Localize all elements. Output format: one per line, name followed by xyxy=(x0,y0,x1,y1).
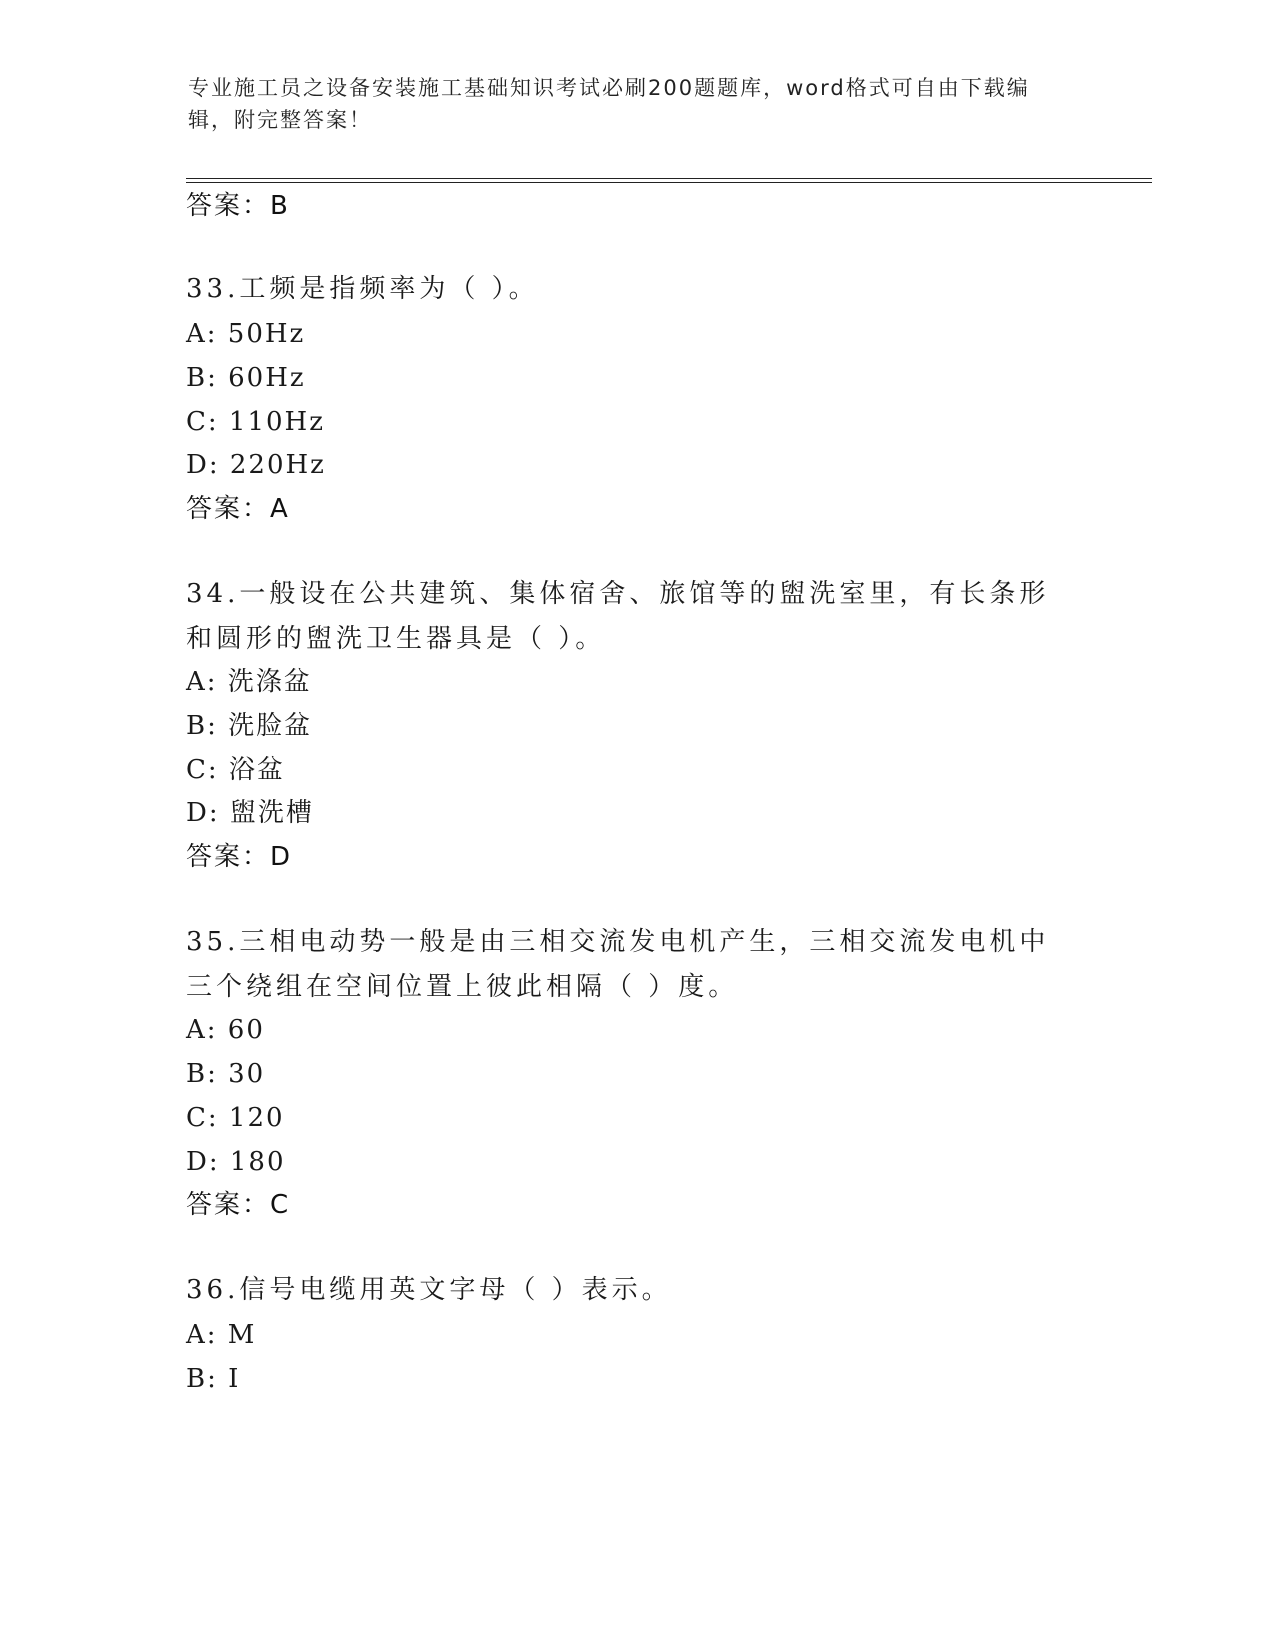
question-35: 35.三相电动势一般是由三相交流发电机产生，三相交流发电机中三个绕组在空间位置上彼此相隔（ ）度。 xyxy=(186,927,1050,1002)
q34-option-d: D: 盥洗槽 xyxy=(186,798,314,828)
page-header-title: 专业施工员之设备安装施工基础知识考试必刷200题题库，word格式可自由下载编辑，附完整答案！ xyxy=(188,76,1030,132)
q35-answer: 答案：C xyxy=(186,1190,291,1220)
q36-option-a: A: M xyxy=(186,1320,257,1350)
q34-option-a: A: 洗涤盆 xyxy=(186,667,312,697)
q33-option-a: A: 50Hz xyxy=(186,319,306,349)
q35-option-b: B: 30 xyxy=(186,1059,266,1089)
q33-option-d: D: 220Hz xyxy=(186,450,326,480)
q34-answer: 答案：D xyxy=(186,842,293,872)
q35-option-c: C: 120 xyxy=(186,1103,285,1133)
header-divider xyxy=(186,178,1152,183)
q34-option-b: B: 洗脸盆 xyxy=(186,711,313,741)
question-34: 34.一般设在公共建筑、集体宿舍、旅馆等的盥洗室里，有长条形和圆形的盥洗卫生器具是（ ）。 xyxy=(186,579,1050,654)
q33-answer: 答案：A xyxy=(186,494,290,524)
question-36: 36.信号电缆用英文字母（ ）表示。 xyxy=(186,1275,672,1305)
q34-option-c: C: 浴盆 xyxy=(186,755,285,785)
answer-prev: 答案：B xyxy=(186,191,290,221)
q35-option-d: D: 180 xyxy=(186,1147,286,1177)
q35-option-a: A: 60 xyxy=(186,1015,265,1045)
q36-option-b: B: I xyxy=(186,1364,241,1394)
q33-option-c: C: 110Hz xyxy=(186,407,325,437)
q33-option-b: B: 60Hz xyxy=(186,363,306,393)
question-33: 33.工频是指频率为（ ）。 xyxy=(186,274,539,304)
